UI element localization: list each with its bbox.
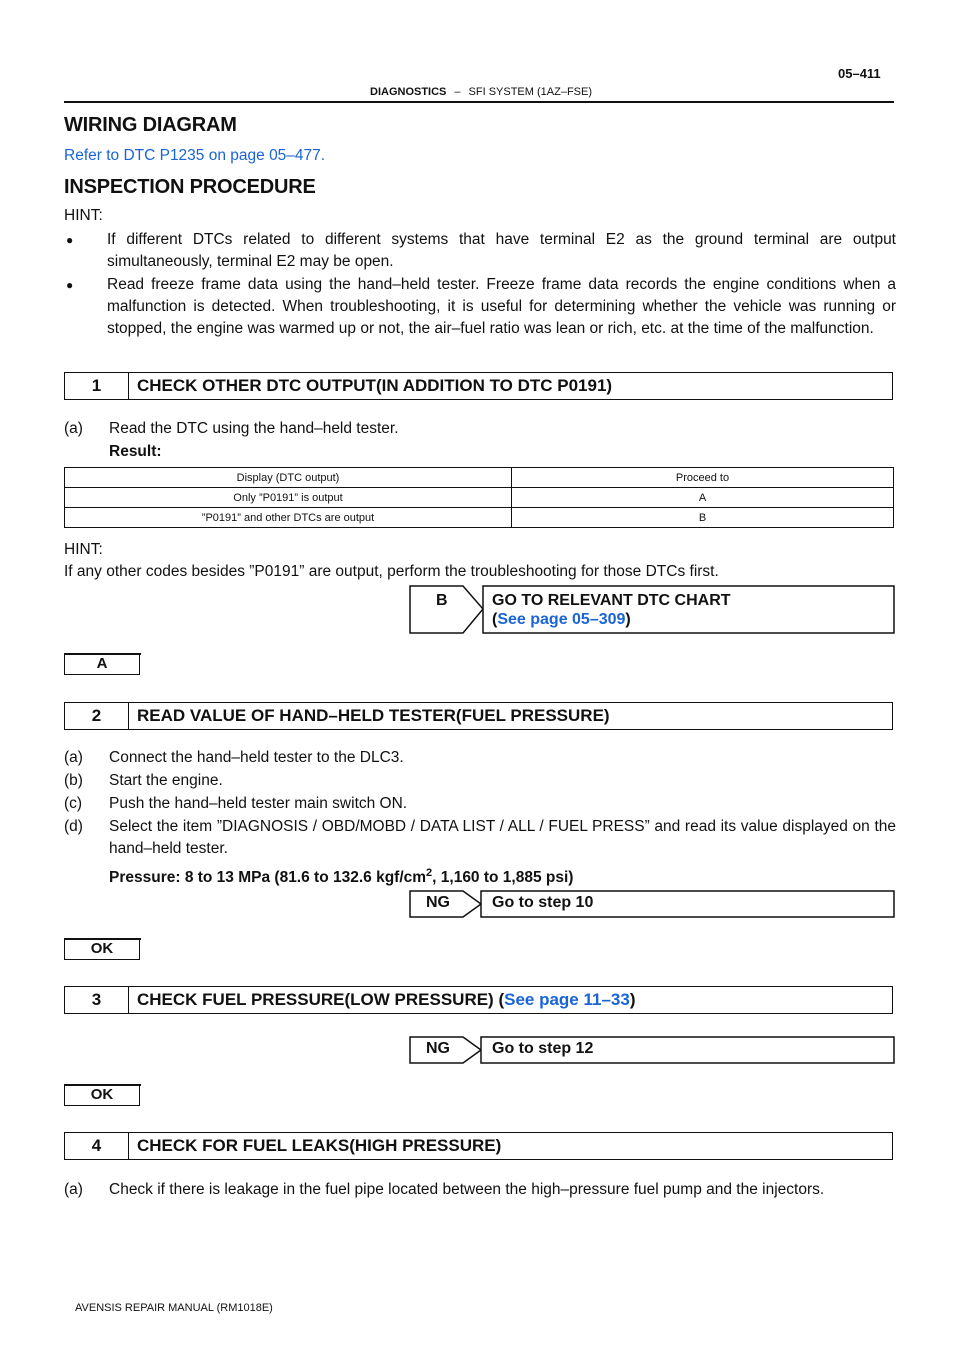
step-number: 2 <box>65 703 129 729</box>
step-title: READ VALUE OF HAND–HELD TESTER(FUEL PRESSURE) <box>137 706 610 725</box>
hint-bullet-2 <box>64 274 896 340</box>
pressure-spec <box>109 862 573 889</box>
branch-ng-step-12-arrow-box <box>409 1036 895 1065</box>
table-row <box>65 488 894 508</box>
go-to-step-10: Go to step 10 <box>492 894 594 911</box>
bullet-icon: ● <box>66 233 74 247</box>
result-label: Result: <box>109 443 162 460</box>
branch-b-destination <box>492 591 731 629</box>
table-cell: A <box>512 488 894 508</box>
item-text: Read the DTC using the hand–held tester. <box>109 420 399 437</box>
paren-close: ) <box>625 611 631 628</box>
table-cell: Only ”P0191” is output <box>65 488 512 508</box>
step-4-item-a <box>64 1179 896 1201</box>
step-1-hint-label: HINT: <box>64 541 103 558</box>
table-header-cell: Proceed to <box>512 468 894 488</box>
branch-ng-label: NG <box>426 894 450 911</box>
branch-b-title: GO TO RELEVANT DTC CHART <box>492 592 731 609</box>
item-label: (d) <box>64 818 83 835</box>
footer-manual-id: AVENSIS REPAIR MANUAL (RM1018E) <box>75 1302 273 1314</box>
item-label: (a) <box>64 749 83 766</box>
step-number: 1 <box>65 373 129 399</box>
result-table <box>64 467 894 528</box>
table-row <box>65 508 894 528</box>
see-page-05-309-link[interactable]: See page 05–309 <box>497 611 626 628</box>
step-number: 4 <box>65 1133 129 1159</box>
wiring-diagram-reference-link[interactable]: Refer to DTC P1235 on page 05–477. <box>64 147 326 164</box>
step-title: CHECK OTHER DTC OUTPUT(IN ADDITION TO DTC P0191) <box>137 376 613 395</box>
step-2-item-c <box>64 793 896 815</box>
step-title: CHECK FOR FUEL LEAKS(HIGH PRESSURE) <box>137 1136 502 1155</box>
step-number: 3 <box>65 987 129 1013</box>
table-header-row <box>65 468 894 488</box>
inspection-procedure-heading: INSPECTION PROCEDURE <box>64 176 316 198</box>
branch-ng-step-10-arrow-box <box>409 890 895 919</box>
step-1-item-a <box>64 418 896 440</box>
spec-text: Pressure: 8 to 13 MPa (81.6 to 132.6 kgf/cm <box>109 869 427 887</box>
step-title <box>137 990 636 1010</box>
step-4-box <box>64 1132 893 1160</box>
item-text: Connect the hand–held tester to the DLC3. <box>109 749 404 766</box>
table-cell: B <box>512 508 894 528</box>
item-label: (c) <box>64 795 83 812</box>
hint-label: HINT: <box>64 207 103 224</box>
step-1-hint-text: If any other codes besides ”P0191” are output, perform the troubleshooting for those DTCs first. <box>64 563 719 580</box>
step-title-text: CHECK FUEL PRESSURE(LOW PRESSURE) ( <box>137 990 505 1009</box>
item-text: Select the item ”DIAGNOSIS / OBD/MOBD / DATA LIST / ALL / FUEL PRESS” and read its value displayed on the hand–held tester. <box>109 818 896 857</box>
table-cell: ”P0191” and other DTCs are output <box>65 508 512 528</box>
hint-bullet-1 <box>64 229 896 273</box>
item-text: Start the engine. <box>109 772 223 789</box>
item-label: (b) <box>64 772 83 789</box>
header-separator: – <box>454 86 461 98</box>
step-1-box <box>64 372 893 400</box>
step-2-item-d <box>64 816 896 860</box>
hint-bullet-text: Read freeze frame data using the hand–held tester. Freeze frame data records the engine conditions when a malfunction is detected. When troubleshooting, it is useful for determining whether the vehicle was running or stopped, the engine was warmed up or not, the air–fuel ratio was lean or rich, etc. at the time of the malfunction. <box>107 276 896 337</box>
header-system: SFI SYSTEM (1AZ–FSE) <box>468 86 592 98</box>
branch-b-ref <box>492 610 731 629</box>
paren-close: ) <box>629 990 636 1009</box>
go-to-step-12: Go to step 12 <box>492 1040 594 1057</box>
paren-open: ( <box>492 611 498 628</box>
branch-b-label: B <box>436 592 448 609</box>
spec-text: , 1,160 to 1,885 psi) <box>432 869 574 887</box>
header-rule <box>64 101 894 103</box>
step-2-box <box>64 702 893 730</box>
page-number: 05–411 <box>838 66 881 81</box>
header-section: DIAGNOSTICS <box>370 86 447 98</box>
running-header <box>370 86 592 98</box>
step-3-box <box>64 986 893 1014</box>
table-header-cell: Display (DTC output) <box>65 468 512 488</box>
hint-bullet-text: If different DTCs related to different systems that have terminal E2 as the ground terminal are output simultaneously, terminal E2 may be open. <box>107 231 896 270</box>
bullet-icon: ● <box>66 278 74 292</box>
item-label: (a) <box>64 420 83 437</box>
tab-a: A <box>64 653 140 675</box>
tab-ok: OK <box>64 938 140 960</box>
step-2-item-a <box>64 747 896 769</box>
item-text: Check if there is leakage in the fuel pipe located between the high–pressure fuel pump and the injectors. <box>109 1181 825 1198</box>
step-2-item-b <box>64 770 896 792</box>
item-text: Push the hand–held tester main switch ON. <box>109 795 408 812</box>
branch-ng-label: NG <box>426 1040 450 1057</box>
wiring-diagram-heading: WIRING DIAGRAM <box>64 114 237 136</box>
item-label: (a) <box>64 1181 83 1198</box>
tab-ok: OK <box>64 1084 140 1106</box>
spec-superscript: 2 <box>426 867 433 879</box>
see-page-11-33-link[interactable]: See page 11–33 <box>504 990 630 1009</box>
